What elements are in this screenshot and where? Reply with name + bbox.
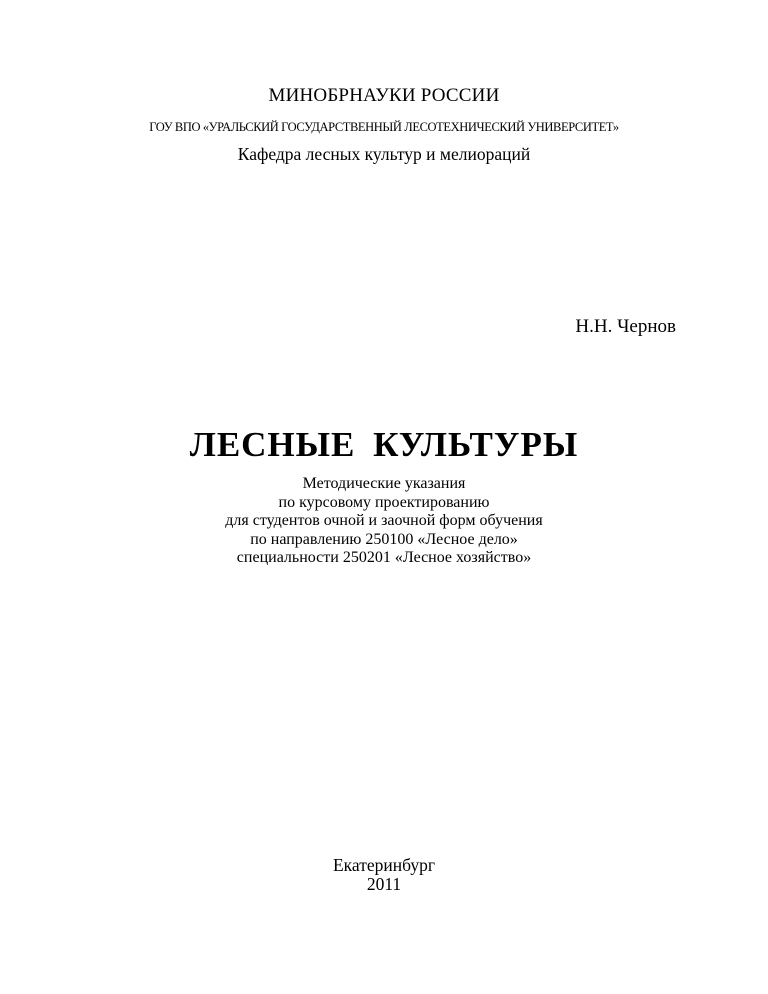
subtitle-line: специальности 250201 «Лесное хозяйство» — [236, 549, 532, 566]
department-name: Кафедра лесных культур и мелиораций — [237, 144, 531, 164]
subtitle-line: для студентов очной и заочной форм обучения — [225, 512, 543, 529]
university-name: ГОУ ВПО «УРАЛЬСКИЙ ГОСУДАРСТВЕННЫЙ ЛЕСОТЕХНИЧЕСКИЙ УНИВЕРСИТЕТ» — [149, 120, 619, 134]
document-subtitle — [0, 475, 768, 568]
document-title: ЛЕСНЫЕ КУЛЬТУРЫ — [189, 425, 579, 464]
subtitle-line: Методические указания — [302, 475, 466, 492]
author-name: Н.Н. Чернов — [575, 316, 676, 337]
ministry-name: МИНОБРНАУКИ РОССИИ — [268, 85, 500, 106]
subtitle-line: по курсовому проектированию — [278, 493, 490, 511]
publication-year: 2011 — [366, 874, 402, 894]
publication-city: Екатеринбург — [332, 855, 436, 875]
subtitle-line: по направлению 250100 «Лесное дело» — [250, 530, 518, 548]
